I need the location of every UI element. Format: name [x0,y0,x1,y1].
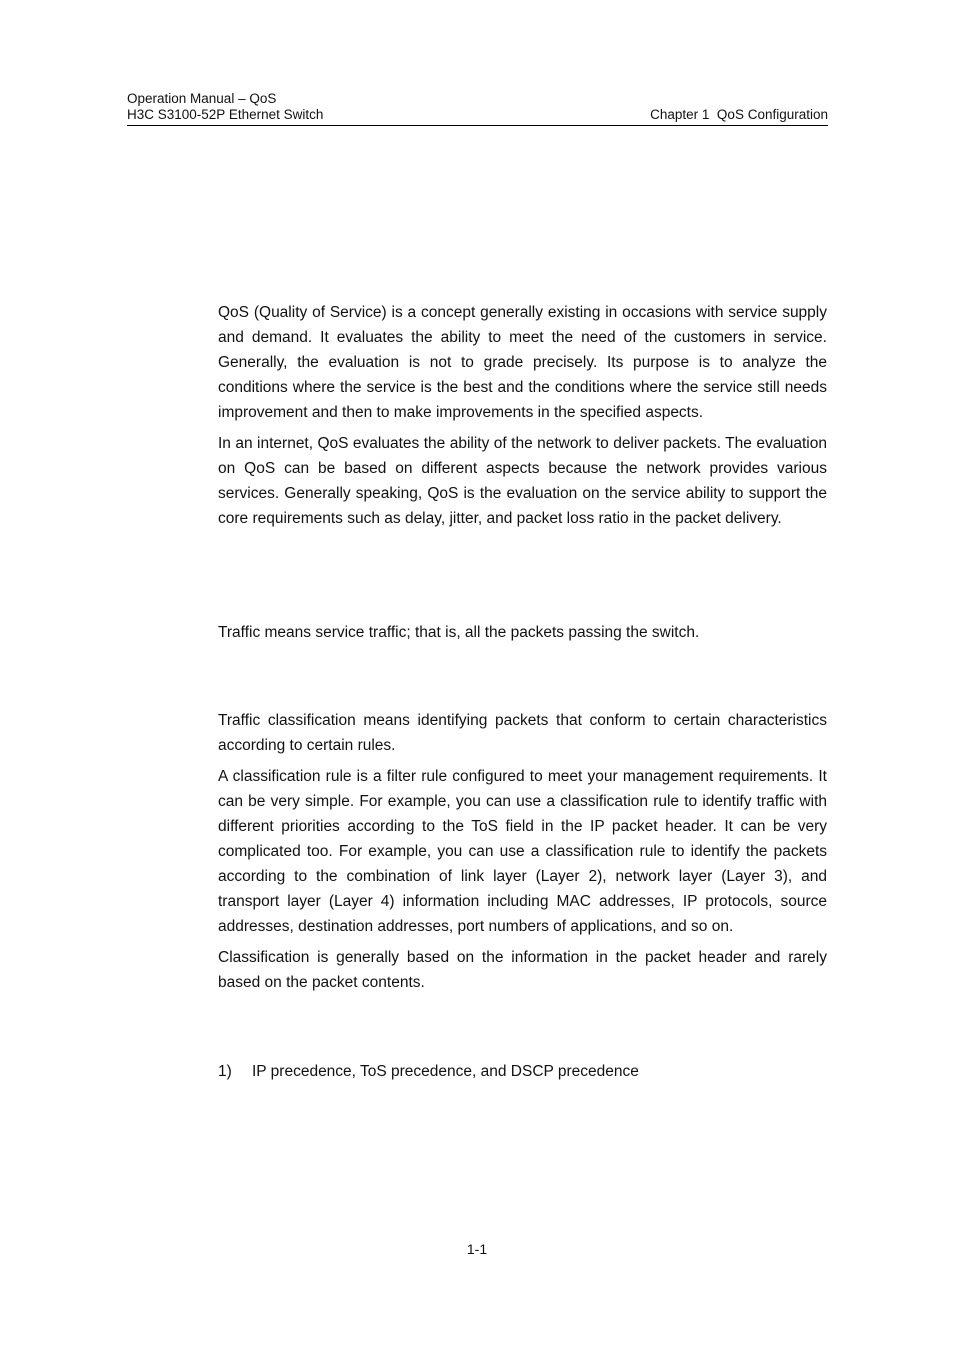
page-number: 1-1 [466,1241,488,1257]
manual-title: Operation Manual – QoS [127,91,277,106]
paragraph-classification-rule: A classification rule is a filter rule configured to meet your management requirements. It can be very simple. For example, you can use a classification rule to identify traffic with different priorities according to the ToS field in the IP packet header. It can be very complicated too. For example, you can use a classification rule to identify the packets according to the combination of link layer (Layer 2), network layer (Layer 3), and transport layer (Layer 4) information including MAC addresses, IP protocols, source addresses, destination addresses, port numbers of applications, and so on. [218,768,827,935]
header-left [127,91,323,123]
paragraph-qos-internet: In an internet, QoS evaluates the ability of the network to deliver packets. The evaluation on QoS can be based on different aspects because the network provides various services. Generally speaking, QoS is the evaluation on the service ability to support the core requirements such as delay, jitter, and packet loss ratio in the packet delivery. [218,435,827,527]
section-qos-intro [218,300,827,531]
paragraph-traffic-definition: Traffic means service traffic; that is, all the packets passing the switch. [218,624,700,641]
list-item [218,1059,827,1084]
chapter-title: Chapter 1 QoS Configuration [650,107,828,122]
paragraph-classification-basis: Classification is generally based on the information in the packet header and rarely based on the packet contents. [218,949,827,991]
section-traffic-classification [218,708,827,995]
paragraph-classification-definition: Traffic classification means identifying packets that conform to certain characteristics according to certain rules. [218,712,827,754]
section-traffic [218,620,827,645]
paragraph-qos-definition: QoS (Quality of Service) is a concept generally existing in occasions with service supply and demand. It evaluates the ability to meet the need of the customers in service. Generally, the evaluation is not to grade precisely. Its purpose is to analyze the conditions where the service is the best and the conditions where the service still needs improvement and then to make improvements in the specified aspects. [218,304,827,421]
list-item-number: 1) [218,1063,232,1080]
product-name: H3C S3100-52P Ethernet Switch [127,107,324,122]
list-item-text: IP precedence, ToS precedence, and DSCP precedence [252,1063,639,1080]
page-header [127,90,828,126]
